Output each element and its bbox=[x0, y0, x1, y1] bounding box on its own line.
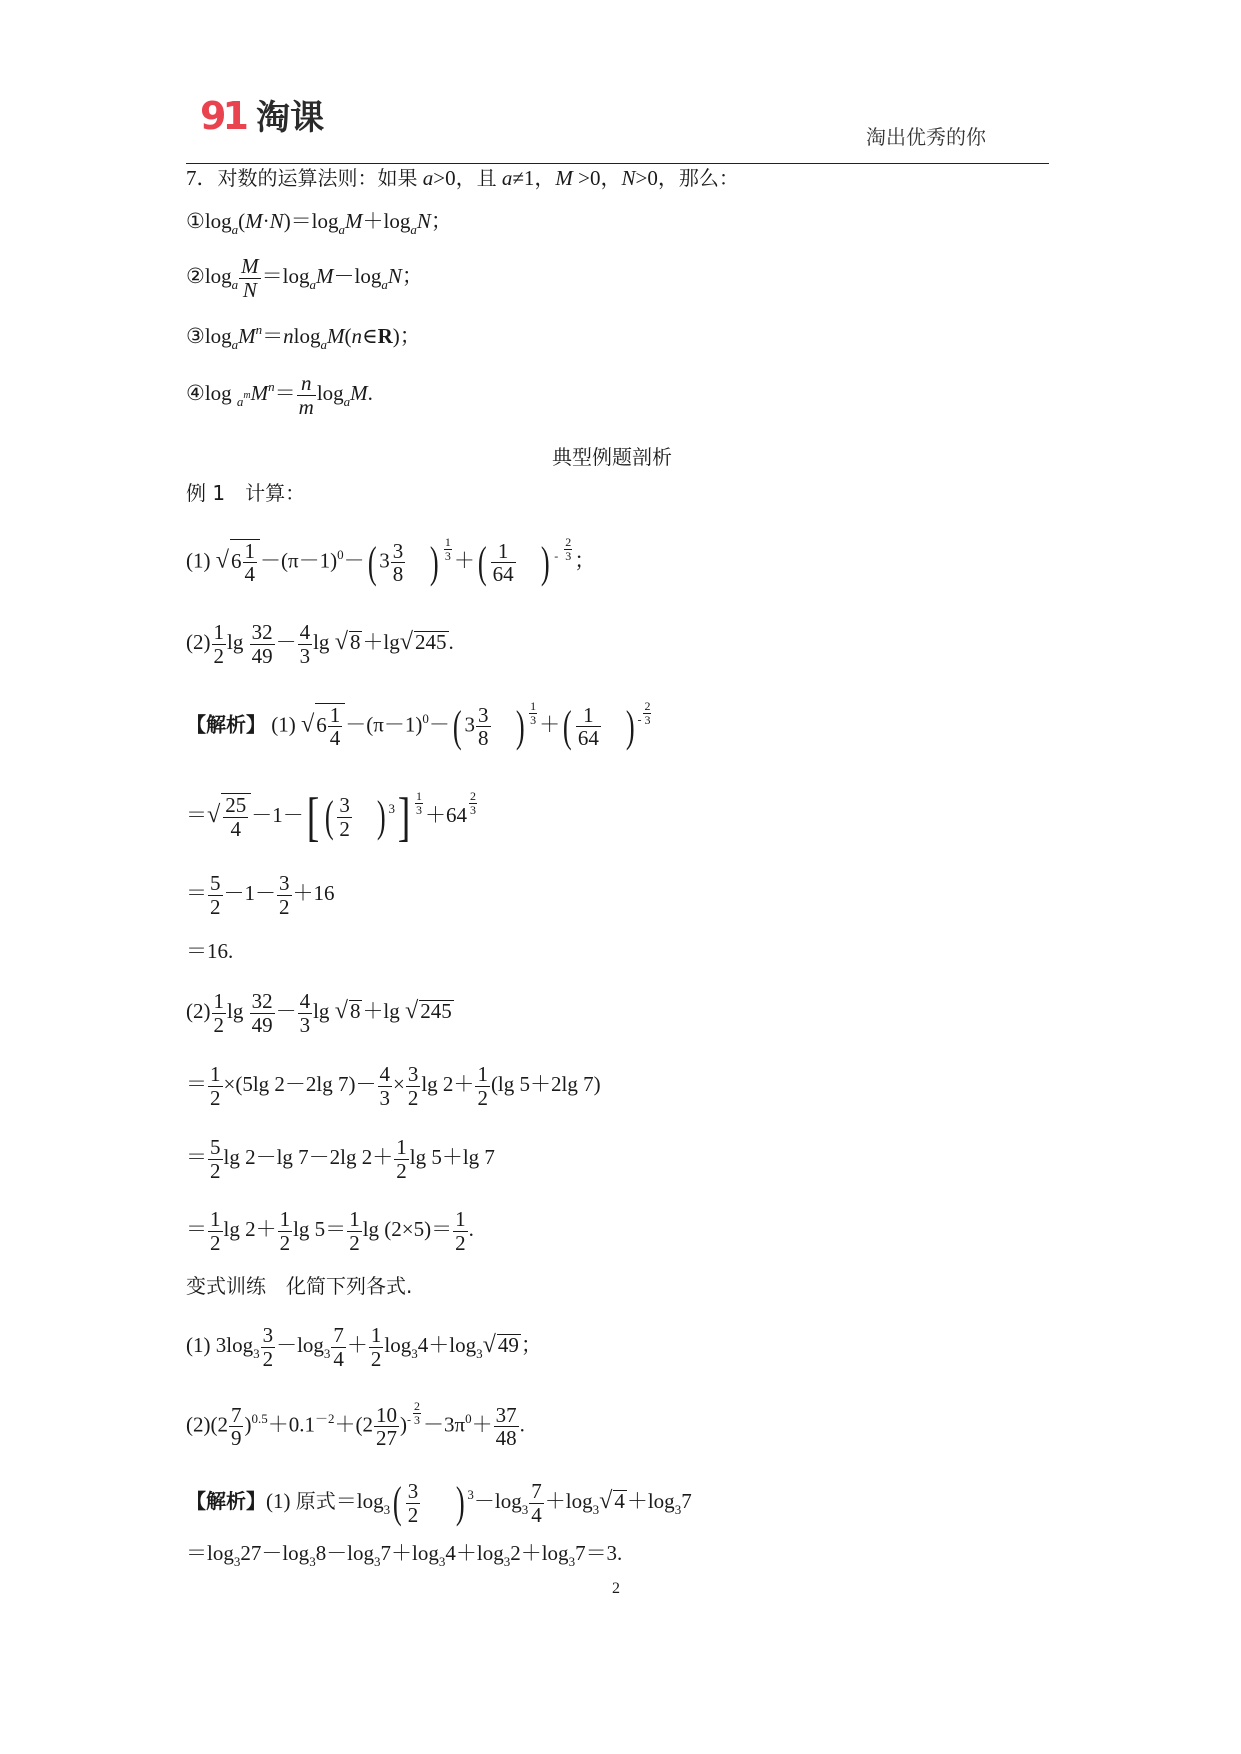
example1-label: 例 1 计算： bbox=[186, 481, 306, 505]
variant-solution-line1: 【解析】(1) 原式$=\log_3$( $\frac{3}{2}$ ) $^3-\log_3$ $\frac{7}{4}$ $+\log_3√4+\log_37$ bbox=[186, 1478, 692, 1528]
logo-mark: 91 bbox=[200, 94, 245, 138]
page-number: 2 bbox=[612, 1580, 620, 1597]
variant-solution-line2: $=\log_327-\log_38-\log_37+\log_34+\log_32+\log_37=3$. bbox=[186, 1541, 623, 1569]
solution1-part2-line3: ＝ $\frac{5}{2}$ lg 2－lg 7－2lg 2＋ $\frac{1}{2}$ lg 5＋lg 7 bbox=[186, 1135, 495, 1183]
solution1-part2-line4: ＝ $\frac{1}{2}$ lg 2＋ $\frac{1}{2}$ lg 5＝ $\frac{1}{2}$ lg (2×5)＝ $\frac{1}{2}$ . bbox=[186, 1207, 474, 1255]
variant-part1: (1) $3\log_3$ $\frac{3}{2}$ $-\log_3$ $\frac{7}{4}$ ＋ $\frac{1}{2}$ $\log_34+\log_3√49$； bbox=[186, 1323, 542, 1371]
variant-part2: (2)(2 $\frac{7}{9}$ )$^{0.5}+0.1^{-2}+(2$ $\frac{10}{27}$ )- $\frac{2}{3}$ $-3\pi^0+$ $\frac{37}{48}$ . bbox=[186, 1399, 525, 1451]
example1-part2: (2) $\frac{1}{2}$ lg $\frac{32}{49}$ － $\frac{4}{3}$ lg √8＋lg√245. bbox=[186, 620, 454, 668]
examples-heading: 典型例题剖析 bbox=[552, 445, 672, 469]
header-divider bbox=[186, 163, 1049, 164]
solution1-line2: ＝√ $\frac{25}{4}$ －1－[ ( $\frac{3}{2}$ ) $^3$] $\frac{1}{3}$ ＋64 $\frac{2}{3}$ bbox=[186, 787, 477, 847]
rule-4: ④log $_{a^m}M^n=$ $\frac{n}{m}$ $\log_aM$. bbox=[186, 371, 373, 419]
rule-3: $③\log_aM^n=nlog_aM(n\in R)$； bbox=[186, 322, 421, 352]
solution1-part2-line1: (2) $\frac{1}{2}$ lg $\frac{32}{49}$ － $\frac{4}{3}$ lg √8＋lg √245 bbox=[186, 989, 452, 1037]
solution1-part2-line2: ＝ $\frac{1}{2}$ ×(5lg 2－2lg 7)－ $\frac{4}{3}$ × $\frac{3}{2}$ lg 2＋ $\frac{1}{2}$ (lg 5＋2lg 7) bbox=[186, 1062, 601, 1110]
logo bbox=[200, 90, 325, 138]
example1-part1: (1) √6 $\frac{1}{4}$ $-(\pi-1)^0-$( 3 $\frac{3}{8}$ ) $\frac{1}{3}$ ＋( $\frac{1}{64}$ ) - $\frac{2}{3}$ ； bbox=[186, 535, 596, 587]
rule-2: $②\log_a$ $\frac{M}{N}$ $=\log_aM-\log_aN$； bbox=[186, 254, 423, 302]
rule-1: $①\log_a(M\cdot N)=\log_aM+\log_aN$； bbox=[186, 209, 452, 237]
solution1-line1: 【解析】 (1) √6 $\frac{1}{4}$ $-(\pi-1)^0-$( 3 $\frac{3}{8}$ ) $\frac{1}{3}$ ＋( $\frac{1}{64}$ ) - $\frac{2}{3}$ bbox=[186, 699, 651, 751]
variant-label: 变式训练 化简下列各式. bbox=[186, 1274, 413, 1298]
solution1-line4: ＝16. bbox=[186, 939, 234, 963]
header-slogan: 淘出优秀的你 bbox=[866, 125, 986, 149]
solution1-line3: ＝ $\frac{5}{2}$ －1－ $\frac{3}{2}$ ＋16 bbox=[186, 871, 335, 919]
logo-text: 淘课 bbox=[256, 98, 325, 138]
section7-title: 7．对数的运算法则：如果 a>0，且 a≠1，M >0，N>0，那么： bbox=[186, 166, 739, 190]
